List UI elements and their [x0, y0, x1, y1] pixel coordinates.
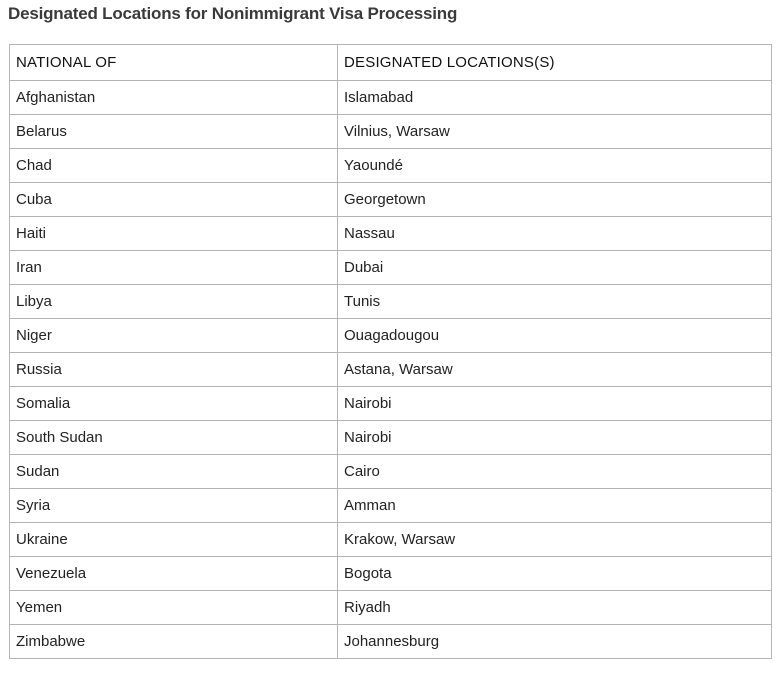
nationality-cell: Venezuela	[10, 557, 338, 591]
location-cell: Bogota	[338, 557, 772, 591]
table-row	[10, 115, 772, 149]
location-cell: Krakow, Warsaw	[338, 523, 772, 557]
location-cell: Nairobi	[338, 387, 772, 421]
column-header-national-of: NATIONAL OF	[10, 45, 338, 81]
column-header-designated-locations: DESIGNATED LOCATIONS(S)	[338, 45, 772, 81]
table-row	[10, 387, 772, 421]
table-row	[10, 557, 772, 591]
table-row	[10, 319, 772, 353]
designated-locations-table	[9, 44, 772, 659]
nationality-cell: Sudan	[10, 455, 338, 489]
table-row	[10, 489, 772, 523]
location-cell: Yaoundé	[338, 149, 772, 183]
location-cell: Nassau	[338, 217, 772, 251]
nationality-cell: Yemen	[10, 591, 338, 625]
table-row	[10, 625, 772, 659]
table-row	[10, 149, 772, 183]
table-row	[10, 285, 772, 319]
location-cell: Tunis	[338, 285, 772, 319]
table-row	[10, 251, 772, 285]
nationality-cell: Syria	[10, 489, 338, 523]
table-row	[10, 183, 772, 217]
location-cell: Islamabad	[338, 81, 772, 115]
location-cell: Ouagadougou	[338, 319, 772, 353]
nationality-cell: Afghanistan	[10, 81, 338, 115]
table-row	[10, 217, 772, 251]
table-header-row	[10, 45, 772, 81]
nationality-cell: Cuba	[10, 183, 338, 217]
nationality-cell: South Sudan	[10, 421, 338, 455]
nationality-cell: Niger	[10, 319, 338, 353]
nationality-cell: Zimbabwe	[10, 625, 338, 659]
table-row	[10, 455, 772, 489]
table-row	[10, 81, 772, 115]
location-cell: Georgetown	[338, 183, 772, 217]
nationality-cell: Iran	[10, 251, 338, 285]
nationality-cell: Russia	[10, 353, 338, 387]
nationality-cell: Ukraine	[10, 523, 338, 557]
location-cell: Riyadh	[338, 591, 772, 625]
location-cell: Amman	[338, 489, 772, 523]
location-cell: Dubai	[338, 251, 772, 285]
nationality-cell: Libya	[10, 285, 338, 319]
location-cell: Astana, Warsaw	[338, 353, 772, 387]
table-row	[10, 421, 772, 455]
location-cell: Vilnius, Warsaw	[338, 115, 772, 149]
nationality-cell: Haiti	[10, 217, 338, 251]
nationality-cell: Belarus	[10, 115, 338, 149]
table-row	[10, 353, 772, 387]
nationality-cell: Chad	[10, 149, 338, 183]
location-cell: Johannesburg	[338, 625, 772, 659]
table-row	[10, 523, 772, 557]
nationality-cell: Somalia	[10, 387, 338, 421]
location-cell: Cairo	[338, 455, 772, 489]
page-title: Designated Locations for Nonimmigrant Visa Processing	[8, 4, 458, 23]
location-cell: Nairobi	[338, 421, 772, 455]
table-row	[10, 591, 772, 625]
